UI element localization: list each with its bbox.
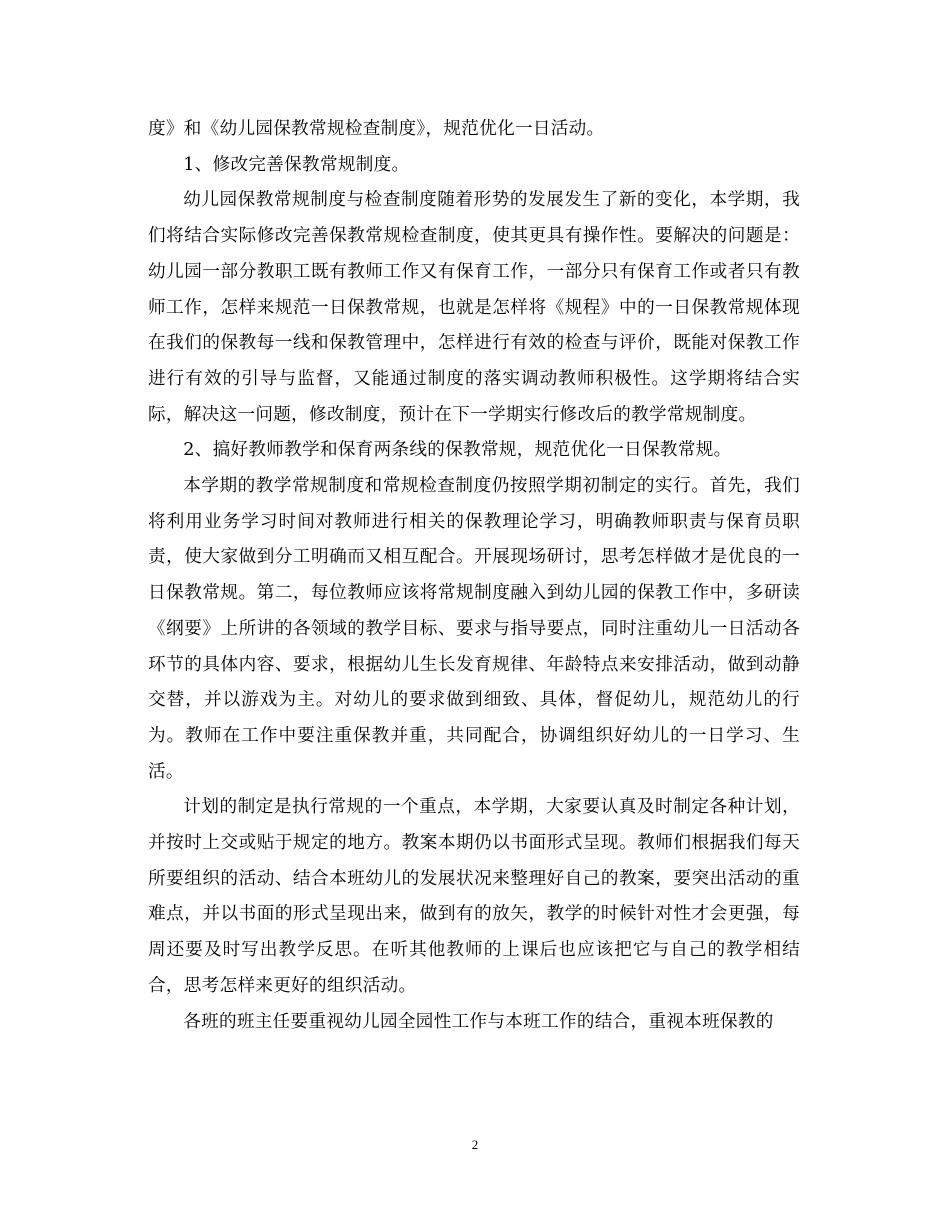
paragraph-5: 本学期的教学常规制度和常规检查制度仍按照学期初制定的实行。首先，我们将利用业务学习时间对教师进行相关的保教理论学习，明确教师职责与保育员职责，使大家做到分工明确而又相互配合。开展现场研讨，思考怎样做才是优良的一日保教常规。第二，每位教师应该将常规制度融入到幼儿园的保教工作中，多研读《纲要》上所讲的各领域的教学目标、要求与指导要点，同时注重幼儿一日活动各环节的具体内容、要求，根据幼儿生长发育规律、年龄特点来安排活动，做到动静交替，并以游戏为主。对幼儿的要求做到细致、具体，督促幼儿，规范幼儿的行为。教师在工作中要注重保教并重，共同配合，协调组织好幼儿的一日学习、生活。 <box>148 476 800 782</box>
paragraph-1: 度》和《幼儿园保教常规检查制度》，规范优化一日活动。 <box>148 119 605 139</box>
paragraph-2: 1、修改完善保教常规制度。 <box>183 154 410 175</box>
paragraph-7: 各班的班主任要重视幼儿园全园性工作与本班工作的结合，重视本班保教的 <box>183 1011 774 1032</box>
page-number: 2 <box>471 1137 479 1152</box>
paragraph-4: 2、搞好教师教学和保育两条线的保教常规，规范优化一日保教常规。 <box>183 440 732 461</box>
paragraph-3: 幼儿园保教常规制度与检查制度随着形势的发展发生了新的变化，本学期，我们将结合实际修改完善保教常规检查制度，使其更具有操作性。要解决的问题是：幼儿园一部分教职工既有教师工作又有保育工作，一部分只有保育工作或者只有教师工作，怎样来规范一日保教常规，也就是怎样将《规程》中的一日保教常规体现在我们的保教每一线和保教管理中，怎样进行有效的检查与评价，既能对保教工作进行有效的引导与监督，又能通过制度的落实调动教师积极性。这学期将结合实际，解决这一问题，修改制度，预计在下一学期实行修改后的教学常规制度。 <box>148 190 800 425</box>
document-body <box>148 112 800 1040</box>
paragraph-6: 计划的制定是执行常规的一个重点，本学期，大家要认真及时制定各种计划，并按时上交或贴于规定的地方。教案本期仍以书面形式呈现。教师们根据我们每天所要组织的活动、结合本班幼儿的发展状况来整理好自己的教案，要突出活动的重难点，并以书面的形式呈现出来，做到有的放矢，教学的时候针对性才会更强，每周还要及时写出教学反思。在听其他教师的上课后也应该把它与自己的教学相结合，思考怎样来更好的组织活动。 <box>148 797 800 996</box>
